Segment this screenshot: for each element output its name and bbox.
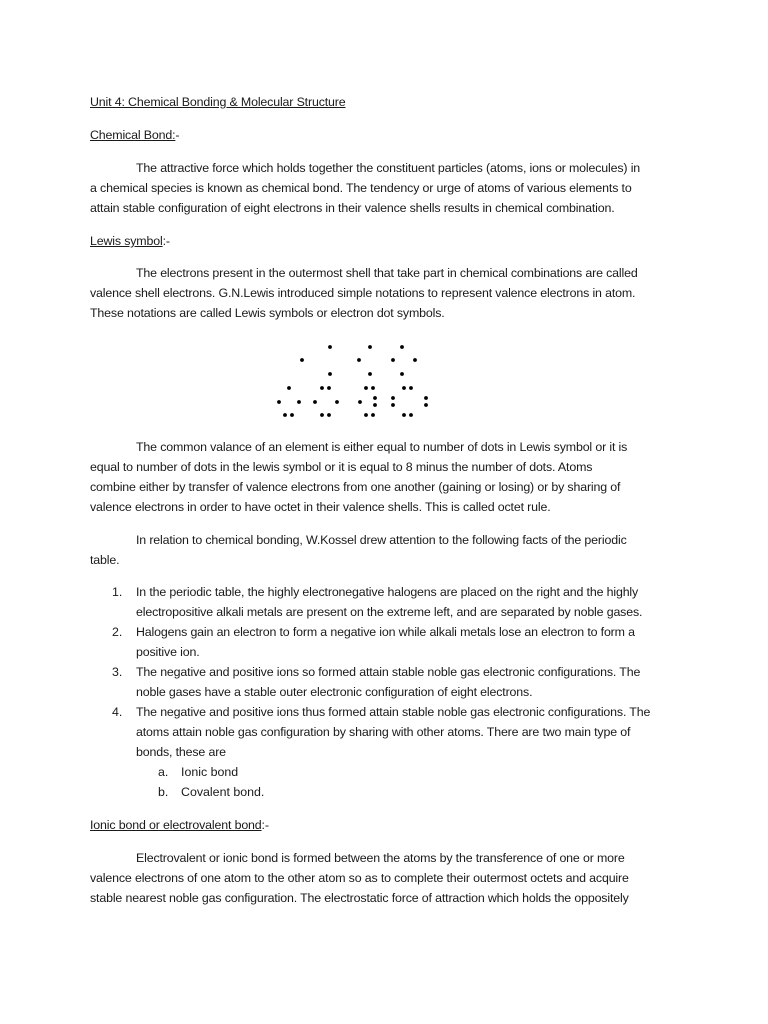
paragraph-line: a chemical species is known as chemical bond. The tendency or urge of atoms of various elements to xyxy=(90,181,632,195)
list-item-line: Halogens gain an electron to form a negative ion while alkali metals lose an electron to form a xyxy=(136,625,635,639)
heading-text: Lewis symbol xyxy=(90,234,163,248)
paragraph-line: The common valance of an element is either equal to number of dots in Lewis symbol or it is xyxy=(136,440,628,454)
electron-dot xyxy=(287,386,291,390)
list-number: 1. xyxy=(112,585,123,599)
heading-suffix: :- xyxy=(261,818,269,832)
electron-dot xyxy=(409,386,413,390)
section-heading-lewis-symbol xyxy=(90,231,170,251)
electron-dot xyxy=(391,403,395,407)
heading-text: Ionic bond or electrovalent bond xyxy=(90,818,262,832)
paragraph-line: table. xyxy=(90,553,120,567)
electron-dot xyxy=(368,372,372,376)
paragraph-line: combine either by transfer of valence electrons from one another (gaining or losing) or by sharing of xyxy=(90,480,621,494)
heading-suffix: :- xyxy=(162,234,170,248)
paragraph-line: stable nearest noble gas configuration. The electrostatic force of attraction which holds the oppositely xyxy=(90,891,629,905)
electron-dot xyxy=(368,345,372,349)
electron-dot xyxy=(328,345,332,349)
electron-dot xyxy=(297,400,301,404)
electron-dot xyxy=(364,413,368,417)
electron-dot xyxy=(413,358,417,362)
electron-dot xyxy=(402,413,406,417)
paragraph-line: valence electrons in order to have octet in their valence shells. This is called octet rule. xyxy=(90,500,551,514)
electron-dot xyxy=(327,413,331,417)
paragraph-line: valence shell electrons. G.N.Lewis introduced simple notations to represent valence electrons in atom. xyxy=(90,286,636,300)
paragraph-line: equal to number of dots in the lewis symbol or it is equal to 8 minus the number of dots. Atoms xyxy=(90,460,593,474)
electron-dot xyxy=(373,403,377,407)
electron-dot xyxy=(424,403,428,407)
paragraph-line: Electrovalent or ionic bond is formed between the atoms by the transference of one or more xyxy=(136,851,625,865)
electron-dot xyxy=(400,345,404,349)
electron-dot xyxy=(391,396,395,400)
electron-dot xyxy=(358,400,362,404)
list-item-line: electropositive alkali metals are present on the extreme left, and are separated by noble gases. xyxy=(136,605,643,619)
list-item-line: positive ion. xyxy=(136,645,200,659)
electron-dot xyxy=(335,400,339,404)
electron-dot xyxy=(400,372,404,376)
paragraph-line: attain stable configuration of eight electrons in their valence shells results in chemical combination. xyxy=(90,201,615,215)
electron-dot xyxy=(402,386,406,390)
electron-dot xyxy=(320,413,324,417)
lewis-dot-diagram xyxy=(272,338,442,420)
list-item-line: The negative and positive ions so formed attain stable noble gas electronic configurations. The xyxy=(136,665,641,679)
sublist-item: Ionic bond xyxy=(181,765,239,779)
heading-suffix: - xyxy=(175,128,180,142)
paragraph-line: valence electrons of one atom to the other atom so as to complete their outermost octets and acquire xyxy=(90,871,629,885)
electron-dot xyxy=(409,413,413,417)
electron-dot xyxy=(391,358,395,362)
list-number: 4. xyxy=(112,705,123,719)
sublist-item: Covalent bond. xyxy=(181,785,265,799)
list-item-line: In the periodic table, the highly electronegative halogens are placed on the right and the highly xyxy=(136,585,639,599)
electron-dot xyxy=(327,386,331,390)
paragraph-line: The electrons present in the outermost shell that take part in chemical combinations are called xyxy=(136,266,638,280)
electron-dot xyxy=(357,358,361,362)
list-number: 2. xyxy=(112,625,123,639)
electron-dot xyxy=(300,358,304,362)
electron-dot xyxy=(424,396,428,400)
electron-dot xyxy=(320,386,324,390)
electron-dot xyxy=(364,386,368,390)
electron-dot xyxy=(373,396,377,400)
sublist-letter: b. xyxy=(158,785,169,799)
paragraph-line: The attractive force which holds together the constituent particles (atoms, ions or molecules) in xyxy=(136,161,641,175)
paragraph-line: In relation to chemical bonding, W.Kossel drew attention to the following facts of the periodic xyxy=(136,533,627,547)
electron-dot xyxy=(283,413,287,417)
paragraph-line: These notations are called Lewis symbols or electron dot symbols. xyxy=(90,306,445,320)
list-item-line: atoms attain noble gas configuration by sharing with other atoms. There are two main type of xyxy=(136,725,631,739)
list-number: 3. xyxy=(112,665,123,679)
electron-dot xyxy=(371,386,375,390)
list-item-line: noble gases have a stable outer electronic configuration of eight electrons. xyxy=(136,685,533,699)
heading-text: Chemical Bond: xyxy=(90,128,176,142)
section-heading-chemical-bond xyxy=(90,125,179,145)
list-item-line: bonds, these are xyxy=(136,745,226,759)
electron-dot xyxy=(313,400,317,404)
electron-dot xyxy=(277,400,281,404)
sublist-letter: a. xyxy=(158,765,169,779)
electron-dot xyxy=(328,372,332,376)
electron-dot xyxy=(371,413,375,417)
document-title: Unit 4: Chemical Bonding & Molecular Structure xyxy=(90,95,346,109)
section-heading-ionic-bond xyxy=(90,815,269,835)
electron-dot xyxy=(290,413,294,417)
list-item-line: The negative and positive ions thus formed attain stable noble gas electronic configurations. The xyxy=(136,705,651,719)
